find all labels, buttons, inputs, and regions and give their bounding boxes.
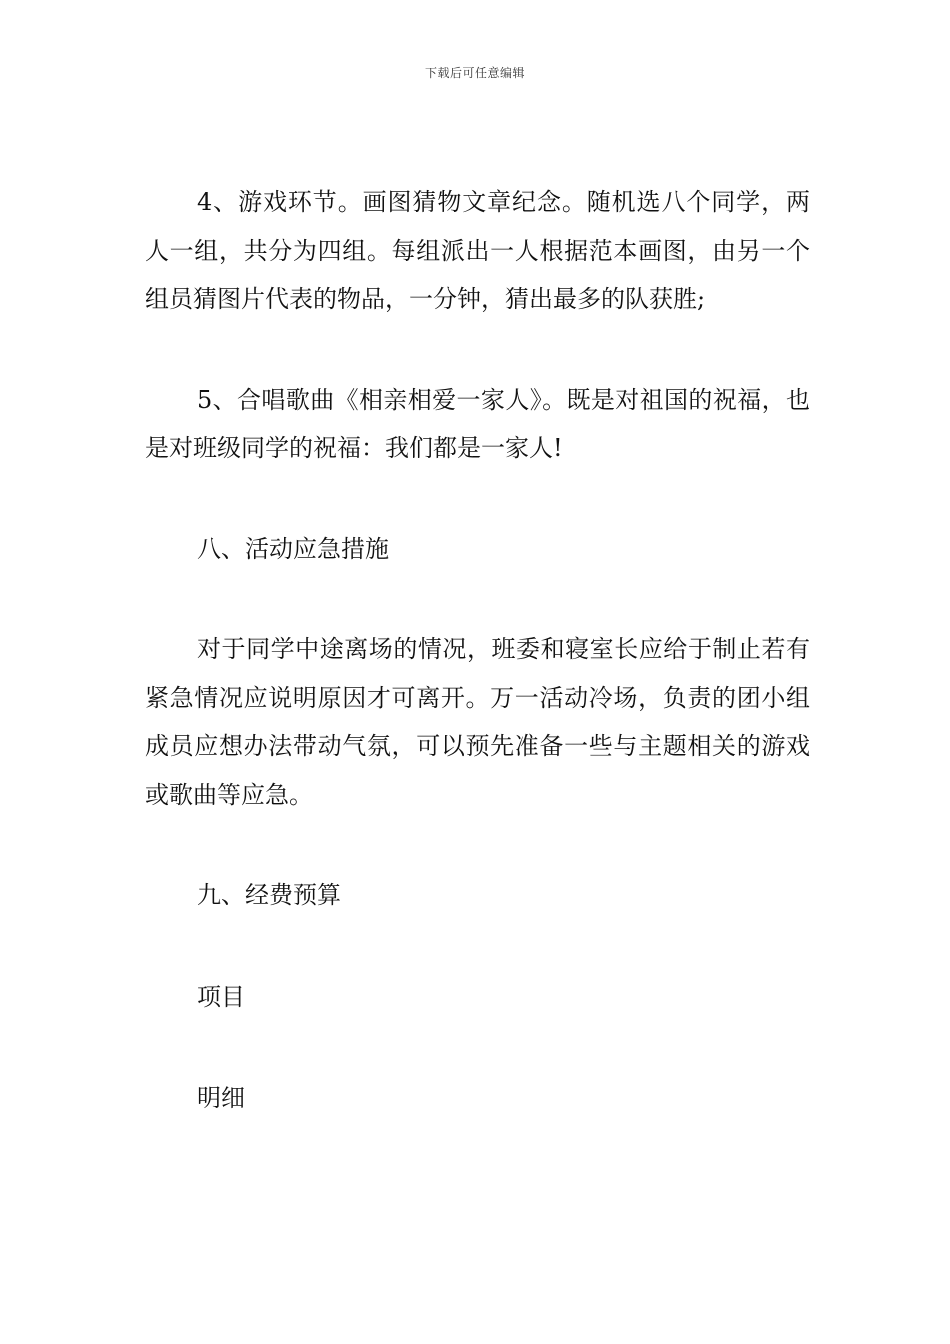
paragraph-emergency-measures: 对于同学中途离场的情况，班委和寝室长应给于制止若有紧急情况应说明原因才可离开。万一活动冷场，负责的团小组成员应想办法带动气氛，可以预先准备一些与主题相关的游戏或歌曲等应急。	[145, 635, 810, 809]
header-note: 下载后可任意编辑	[424, 66, 525, 80]
section-heading-budget: 九、经费预算	[197, 881, 341, 909]
paragraph-game-segment: 4、游戏环节。画图猜物文章纪念。随机选八个同学，两人一组，共分为四组。每组派出一人根据范本画图，由另一个组员猜图片代表的物品，一分钟，猜出最多的队获胜;	[145, 188, 810, 313]
paragraph-chorus-song: 5、合唱歌曲《相亲相爱一家人》。既是对祖国的祝福，也是对班级同学的祝福：我们都是一家人!	[145, 385, 810, 462]
budget-item-label: 项目	[197, 982, 245, 1011]
budget-detail-label: 明细	[197, 1084, 245, 1112]
section-heading-emergency: 八、活动应急措施	[197, 534, 389, 563]
document-body	[145, 178, 810, 1123]
